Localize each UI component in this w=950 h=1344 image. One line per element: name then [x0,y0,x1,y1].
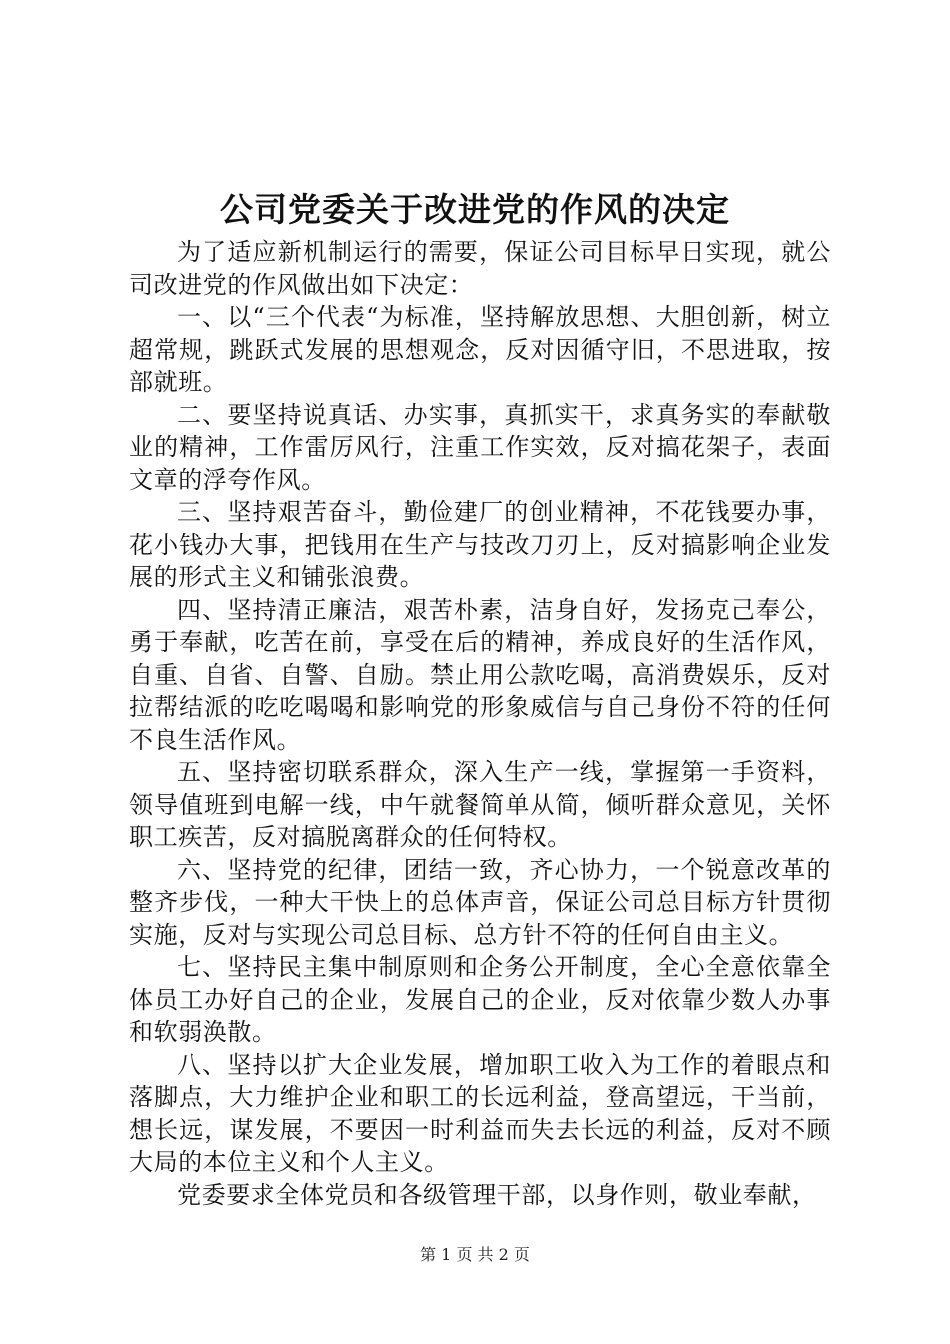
paragraph-item-4: 四、坚持清正廉洁，艰苦朴素，洁身自好，发扬克己奉公，勇于奉献，吃苦在前，享受在后的精神，养成良好的生活作风，自重、自省、自警、自励。禁止用公款吃喝，高消费娱乐，反对拉帮结派的吃吃喝喝和影响党的形象威信与自己身份不符的任何不良生活作风。 [129,595,831,754]
paragraph-item-3: 三、坚持艰苦奋斗，勤俭建厂的创业精神，不花钱要办事，花小钱办大事，把钱用在生产与技改刀刃上，反对搞影响企业发展的形式主义和铺张浪费。 [129,498,831,591]
paragraph-closing: 党委要求全体党员和各级管理干部，以身作则，敬业奉献， [177,1180,817,1209]
paragraph-item-8: 八、坚持以扩大企业发展，增加职工收入为工作的着眼点和落脚点，大力维护企业和职工的长远利益，登高望远，干当前，想长远，谋发展，不要因一时利益而失去长远的利益，反对不顾大局的本位主义和个人主义。 [129,1050,831,1176]
paragraph-item-1: 一、以“三个代表“为标准，坚持解放思想、大胆创新，树立超常规，跳跃式发展的思想观念，反对因循守旧，不思进取，按部就班。 [129,303,831,396]
paragraph-item-2: 二、要坚持说真话、办实事，真抓实干，求真务实的奉献敬业的精神，工作雷厉风行，注重工作实效，反对搞花架子，表面文章的浮夸作风。 [129,400,831,494]
paragraph-intro: 为了适应新机制运行的需要，保证公司目标早日实现，就公司改进党的作风做出如下决定： [129,238,831,299]
document-body [129,236,831,1211]
page-footer: 第 1 页 共 2 页 [420,1245,530,1264]
document-title: 公司党委关于改进党的作风的决定 [220,190,730,229]
paragraph-item-6: 六、坚持党的纪律，团结一致，齐心协力，一个锐意改革的整齐步伐，一种大干快上的总体声音，保证公司总目标方针贯彻实施，反对与实现公司总目标、总方针不符的任何自由主义。 [129,855,831,949]
paragraph-item-5: 五、坚持密切联系群众，深入生产一线，掌握第一手资料，领导值班到电解一线，中午就餐简单从简，倾听群众意见，关怀职工疾苦，反对搞脱离群众的任何特权。 [129,758,831,851]
paragraph-item-7: 七、坚持民主集中制原则和企务公开制度，全心全意依靠全体员工办好自己的企业，发展自己的企业，反对依靠少数人办事和软弱涣散。 [129,953,831,1046]
